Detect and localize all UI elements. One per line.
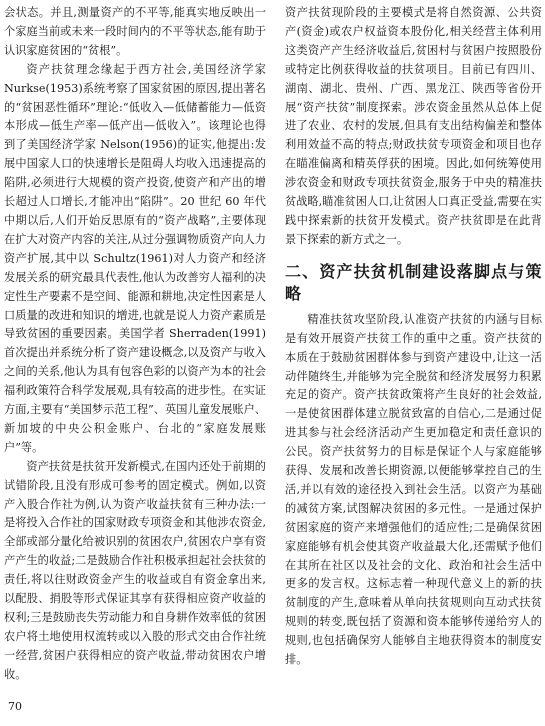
right-column — [285, 4, 542, 670]
paragraph-precision-poverty: 精准扶贫攻坚阶段,认准资产扶贫的内涵与目标是有效开展资产扶贫工作的重中之重。资产扶贫的本质在于鼓励贫困群体参与到资产建设中,让这一活动伴随终生,并能够为完全脱贫和经济发展努力积累充足的资产。资产扶贫政策将产生良好的社会效益,一是使贫困群体建立脱贫致富的自信心,二是通过促进其参与社会经济活动产生更加稳定和责任意识的公民。资产扶贫努力的目标是保证个人与家庭能够获得、发展和改善长期资源,以便能够掌控自己的生活,并以有效的途径投入到社会生活。以资产为基础的减贫方案,试图解决贫困的多元性。一是通过保护贫困家庭的资产来增强他们的适应性;二是确保贫困家庭能够有机会使其资产收益最大化,还需赋予他们在其所在社区以及社会的文化、政治和社会生活中更多的发言权。这标志着一种现代意义上的新的扶贫制度的产生,意味着从单向扶贫规则向互动式扶贫规则的转变,既包括了资源和资本能够传递给穷人的规则,也包括确保穷人能够自主地获得资本的制度安排。 — [285, 312, 542, 667]
paragraph-continuation: 会状态。并且,测量资产的不平等,能真实地反映出一个家庭当前或未来一段时间内的不平等状态,能有助于认识家庭贫困的“贫根”。 — [4, 6, 266, 57]
section-heading: 二、资产扶贫机制建设落脚点与策略 — [285, 261, 542, 303]
paragraph-asset-theory-origin: 资产扶贫理念缘起于西方社会,美国经济学家 Nurkse(1953)系统考察了国家贫困的原因,提出著名的“贫困恶性循环”理论:“低收入—低储蓄能力—低资本形成—低生产率—低产出—低收入”。该理论也得到了美国经济学家 Nelson(1956)的证实,他提出:发展中国家人口的快速增长是阻碍人均收入迅速提高的陷阱,必须进行大规模的资产投资,使资产和产出的增长超过人口增长,才能冲出“陷阱”。20 世纪 60 年代中期以后,人们开始反思原有的“资产战略”,主要体现在扩大对资产内容的关注,从过分强调物质资产向人力资产扩展,其中以 Schultz(1961)对人力资产和经济发展关系的研究最具代表性,他认为改善穷人福利的决定性生产要素不是空间、能源和耕地,决定性因素是人口质量的改进和知识的增进,也就是说人力资产素质是导致贫困的重要因素。美国学者 Sherraden(1991)首次提出并系统分析了资产建设概念,以及资产与收入之间的关系,他认为具有包容色彩的以资产为本的社会福利政策符合科学发展观,具有较高的进步性。在实证方面,主要有“美国梦示范工程”、英国儿童发展账户、新加坡的中央公积金账户、台北的“家庭发展账户”等。 — [4, 62, 266, 454]
paragraph-asset-poverty-models: 资产扶贫是扶贫开发新模式,在国内还处于前期的试错阶段,且没有形成可参考的固定模式。例如,以资产入股合作社为例,认为资产收益扶贫有三种办法:一是将投入合作社的国家财政专项资金和其他涉农资金,全部或部分量化给被识别的贫困农户,贫困农户享有资产产生的收益;二是鼓励合作社积极承担起社会扶贫的责任,将以往财政资金产生的收益或自有资金拿出来,以配股、捐股等形式保证其享有获得相应资产收益的权利;三是鼓励丧失劳动能力和自身耕作效率低的贫困农户将土地使用权流转或以入股的形式交由合作社统一经营,贫困户获得相应的资产收益,带动贫困农户增收。 — [4, 459, 266, 681]
paragraph-current-mode: 资产扶贫现阶段的主要模式是将自然资源、公共资产(资金)或农户权益资本股份化,相关经营主体利用这类资产产生经济收益后,贫困村与贫困户按照股份或特定比例获得收益的扶贫项目。目前已有四川、湖南、湖北、贵州、广西、黑龙江、陕西等省份开展“资产扶贫”制度探索。涉农资金虽然从总体上促进了农业、农村的发展,但具有支出结构偏差和整体利用效益不高的特点;财政扶贫专项资金和项目也存在瞄准偏离和精英俘获的困境。因此,如何统筹使用涉农资金和财政专项扶贫资金,服务于中央的精准扶贫战略,瞄准贫困人口,让贫困人口真正受益,需要在实践中探索新的扶贫开发模式。资产扶贫即是在此背景下探索的新方式之一。 — [285, 6, 542, 246]
page-number: 70 — [8, 700, 22, 713]
left-column — [4, 4, 266, 685]
